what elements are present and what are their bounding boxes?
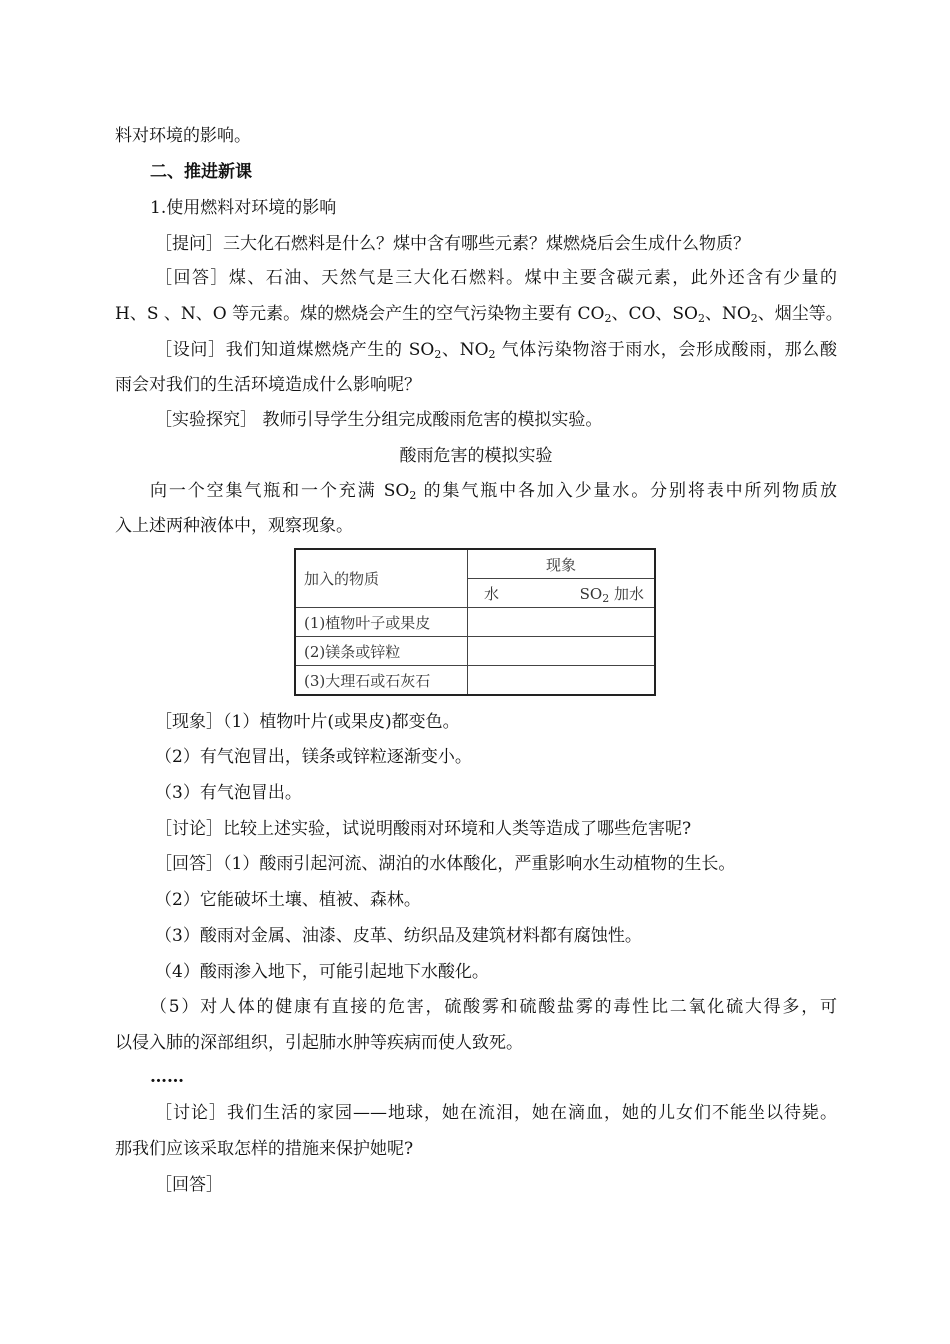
- answer-label: ［回答］: [155, 1175, 223, 1195]
- table-row: [295, 608, 655, 637]
- table-cell-substance: (3)大理石或石灰石: [295, 666, 468, 696]
- table-row: [295, 637, 655, 666]
- answer-line: （2）它能破坏土壤、植被、森林。: [155, 890, 421, 910]
- table-cell-substance: (2)镁条或锌粒: [295, 637, 468, 666]
- answer-line-continued: 以侵入肺的深部组织，引起肺水肿等疾病而使人致死。: [115, 1033, 523, 1053]
- table-cell-substance: (1)植物叶子或果皮: [295, 608, 468, 637]
- phenomenon-line: （3）有气泡冒出。: [155, 783, 302, 803]
- discussion-line: ［讨论］比较上述实验，试说明酸雨对环境和人类等造成了哪些危害呢?: [155, 819, 692, 839]
- inquiry-line: ［设问］我们知道煤燃烧产生的 $SO_2$、$NO_2$ 气体污染物溶于雨水，会形成酸雨，那么酸: [155, 340, 837, 361]
- answer-line: （5）对人体的健康有直接的危害，硫酸雾和硫酸盐雾的毒性比二氧化硫大得多，可: [150, 997, 837, 1017]
- table-header-phenomenon: 现象: [468, 549, 656, 579]
- answer-line: ［回答］（1）酸雨引起河流、湖泊的水体酸化，严重影响水生动植物的生长。: [155, 854, 736, 874]
- experiment-table: [294, 548, 656, 696]
- phenomenon-line: （2）有气泡冒出，镁条或锌粒逐渐变小。: [155, 747, 472, 767]
- discussion-line-continued: 那我们应该采取怎样的措施来保护她呢?: [115, 1139, 414, 1159]
- phenomenon-line: ［现象］（1）植物叶片(或果皮)都变色。: [155, 712, 460, 732]
- experiment-title: 酸雨危害的模拟实验: [399, 446, 553, 466]
- subheader-so2-water: $SO_2$ 加水: [579, 584, 644, 605]
- ellipsis: ……: [150, 1067, 184, 1087]
- answer-line-continued: H、S 、N、O 等元素。煤的燃烧会产生的空气污染物主要有 $CO_2$、CO、$SO_2$、$NO_2$、烟尘等。: [115, 304, 843, 325]
- table-cell-empty: [468, 637, 656, 666]
- text-line: 料对环境的影响。: [115, 126, 251, 146]
- table-cell-empty: [468, 666, 656, 696]
- experiment-text-continued: 入上述两种液体中，观察现象。: [115, 516, 353, 536]
- answer-line: ［回答］煤、石油、天然气是三大化石燃料。煤中主要含碳元素，此外还含有少量的: [155, 268, 837, 288]
- experiment-line: ［实验探究］ 教师引导学生分组完成酸雨危害的模拟实验。: [155, 410, 603, 430]
- subsection-heading: 1.使用燃料对环境的影响: [150, 198, 337, 218]
- question-line: ［提问］三大化石燃料是什么？煤中含有哪些元素？煤燃烧后会生成什么物质？: [155, 234, 750, 254]
- table-cell-empty: [468, 608, 656, 637]
- subheader-water: 水: [484, 584, 500, 603]
- answer-line: （4）酸雨渗入地下，可能引起地下水酸化。: [155, 962, 489, 982]
- experiment-text: 向一个空集气瓶和一个充满 $SO_2$ 的集气瓶中各加入少量水。分别将表中所列物质放: [150, 481, 837, 502]
- section-heading: 二、推进新课: [150, 162, 252, 182]
- discussion-line: ［讨论］我们生活的家园——地球，她在流泪，她在滴血，她的儿女们不能坐以待毙。: [155, 1103, 837, 1123]
- table-subheader: [468, 579, 656, 608]
- table-row: [295, 666, 655, 696]
- answer-line: （3）酸雨对金属、油漆、皮革、纺织品及建筑材料都有腐蚀性。: [155, 926, 642, 946]
- table-header-substance: 加入的物质: [295, 549, 468, 608]
- inquiry-line-continued: 雨会对我们的生活环境造成什么影响呢？: [115, 375, 421, 395]
